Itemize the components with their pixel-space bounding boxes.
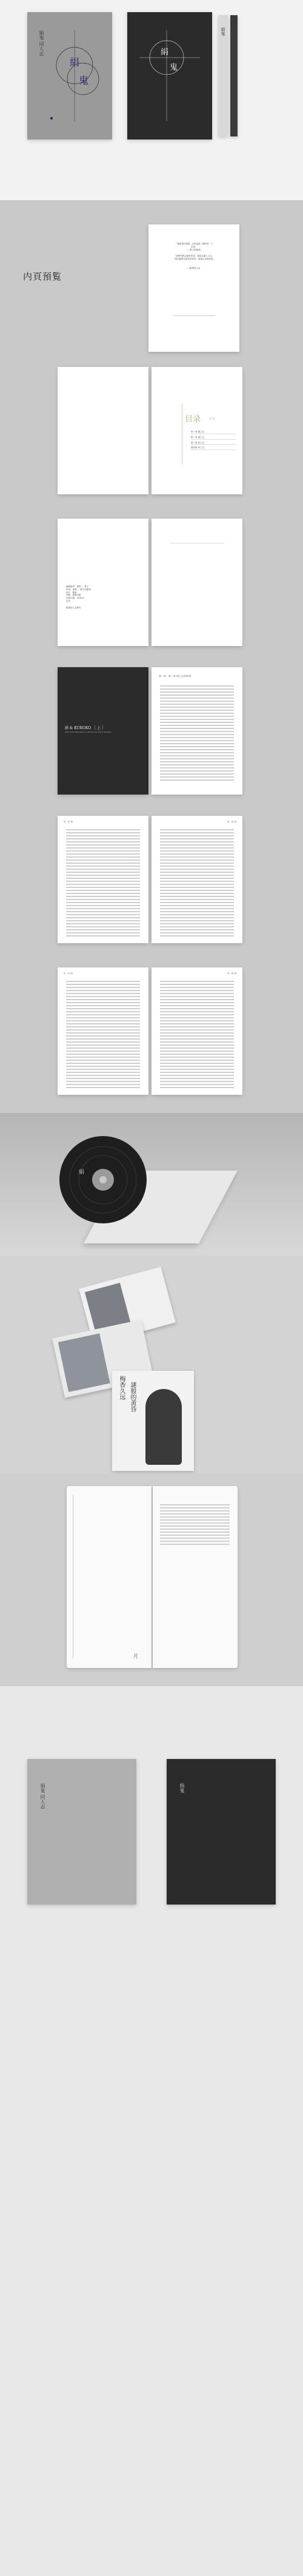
- notebook-month: 月: [133, 1653, 138, 1659]
- running-head-right-1: 第一章 绢: [227, 821, 236, 823]
- notebook-section: [0, 1474, 303, 1686]
- copyright-left-page: [58, 519, 148, 646]
- chapter-text-page: [152, 667, 242, 795]
- text-spread-2-right: [152, 967, 242, 1095]
- chapter-open-section: [0, 658, 303, 807]
- notebook-left: [67, 1486, 152, 1668]
- cover-front-gray: [27, 12, 112, 140]
- cover-dark-circle-art: [127, 12, 212, 140]
- poster-figure: [145, 1389, 182, 1465]
- toc-entry-1[interactable]: 第一章 绢之名: [191, 431, 236, 434]
- running-head-left-1: 第一章 绢: [64, 821, 73, 823]
- text-spread-1-right: [152, 816, 242, 943]
- copyright-item-4: 印刷：绢鬼出版: [66, 594, 81, 597]
- text-spread-2: [0, 955, 303, 1113]
- cover-circle-art: [27, 12, 112, 140]
- postcard-section: [0, 1256, 303, 1474]
- copyright-section: [0, 506, 303, 658]
- spread-1-left-text: [66, 829, 140, 938]
- chapter-dark-page: [58, 667, 148, 795]
- final-dark-vertical: 绢鬼: [179, 1783, 185, 1793]
- final-gray-vertical: 絹鬼 同人志: [40, 1783, 45, 1809]
- final-covers-section: [0, 1686, 303, 2576]
- preview-intro-section: [0, 200, 303, 358]
- running-head-right-2: 第一章 绢: [227, 972, 236, 975]
- cover-title-char-1: 絹: [70, 56, 80, 68]
- text-spread-1-left: [58, 816, 148, 943]
- spread-2-right-text: [160, 981, 234, 1090]
- copyright-item-2: 作者：青峰 ／ 黑子的篮球: [66, 588, 91, 591]
- poster: [112, 1371, 194, 1471]
- cd-disc: [58, 1134, 148, 1225]
- text-spread-2-left: [58, 967, 148, 1095]
- poster-text-1: 梅香久远: [118, 1376, 125, 1400]
- preview-heading: 内頁預覧: [23, 271, 62, 282]
- intro-rule: [173, 315, 215, 316]
- copyright-item-3: 设计：绢鬼: [66, 591, 77, 594]
- chapter-dark-subtitle: THE ONE SHE REALLY WANTS IS ONLY MYSELF: [65, 731, 112, 733]
- notebook-right: [153, 1486, 238, 1668]
- cover-dark-title-2: 鬼: [170, 63, 178, 72]
- toc-entry-3[interactable]: 第三章 恋之名: [191, 442, 236, 445]
- spread-1-right-text: [160, 829, 234, 938]
- copyright-item-6: 定价：: [66, 599, 73, 602]
- final-cover-dark: [167, 1759, 276, 1905]
- toc-entry-4[interactable]: 第四章 终之名: [191, 446, 236, 450]
- cover-dark-title-1: 絹: [161, 48, 169, 57]
- intro-line-2: 生命」: [190, 245, 198, 248]
- toc-title: 目录: [185, 415, 201, 424]
- chapter-dark-title: 絹 & KUROKO ［ 上 ］: [65, 726, 105, 730]
- intro-line-3: 「—黑子的篮球」: [185, 248, 202, 251]
- chapter-head: 第一章 · 第一章 绢之名的故事: [159, 674, 191, 678]
- final-cover-gray: [27, 1759, 136, 1905]
- cover-vertical-text: 絹鬼 同人志: [39, 30, 44, 56]
- toc-entry-2[interactable]: 第二章 鬼之名: [191, 436, 236, 440]
- cover-front-dark: [127, 12, 212, 140]
- copyright-item-7: 绢鬼同人志制作: [66, 606, 81, 609]
- intro-line-5: 「我们能够以朋友的身份，重新认识彼此吗」: [173, 258, 215, 261]
- intro-page: [148, 224, 239, 352]
- spread-2-left-text: [66, 981, 140, 1090]
- cd-label-text: 絹: [79, 1169, 85, 1175]
- cover-spine: [218, 15, 228, 136]
- cover-title-char-2: 鬼: [79, 75, 89, 86]
- poster-text-2: 謎般的黄昏: [129, 1382, 136, 1412]
- intro-sig: —绢鬼同人志: [187, 266, 201, 269]
- toc-subtitle: 目录: [209, 417, 216, 421]
- toc-left-page: [58, 367, 148, 494]
- chapter-body-text: [160, 685, 234, 782]
- running-head-left-2: 第一章 绢: [64, 972, 73, 975]
- toc-section: [0, 358, 303, 506]
- copyright-item-1: 编辑组织：绢鬼 ／ 黑子: [66, 585, 89, 588]
- toc-right-page: [152, 367, 242, 494]
- cover-spine-dark: [230, 15, 238, 136]
- intro-line-4: 「青峰君教会我的东西，我将它融入人生」: [173, 255, 215, 258]
- copyright-right-page: [152, 519, 242, 646]
- text-spread-1: [0, 807, 303, 955]
- cd-section: [0, 1113, 303, 1256]
- notebook-right-lines: [160, 1504, 230, 1547]
- spine-title: 絹鬼: [221, 27, 225, 36]
- cover-section: [0, 0, 303, 200]
- copyright-item-5: 出版日期：2016年: [66, 597, 84, 600]
- intro-line-1: 「青峰君的球感，已经渗透了我的每一个: [175, 243, 213, 245]
